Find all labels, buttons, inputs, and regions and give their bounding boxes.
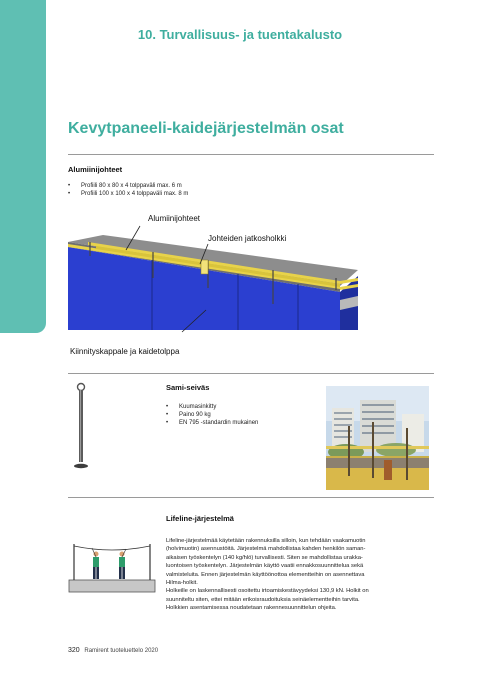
list-item: • EN 795 -standardin mukainen — [166, 419, 258, 427]
list-item: • Profiili 80 x 80 x 4 tolppaväli max. 6 m — [68, 182, 188, 190]
lifeline-description — [166, 537, 438, 613]
list-item: • Kuumasinkitty — [166, 403, 258, 411]
callout-kiinnityskappale: Kiinnityskappale ja kaidetolppa — [70, 347, 180, 356]
text-line: valmisteluita. Ennen järjestelmän käyttöönottoa elementteihin on asennettava — [166, 571, 365, 578]
text-line: suunniteltu siten, ettei mitään erikoisraudoituksia seinäelementteihin tarvita. — [166, 596, 360, 603]
text-line: Holkeille on laskennallisesti osoitettu irtoamiskestävyydeksi 130,9 kN. Holkit on — [166, 588, 369, 595]
divider — [68, 497, 434, 498]
page-number: 320 — [68, 647, 80, 654]
chapter-title: 10. Turvallisuus- ja tuentakalusto — [137, 27, 343, 42]
sami-bullet-list — [166, 403, 258, 427]
callout-alumiinijohteet: Alumiinijohteet — [148, 214, 201, 223]
page-footer — [68, 647, 158, 654]
section-heading-sami-seivas: Sami-seiväs — [166, 383, 210, 392]
callout-jatkosholkki: Johteiden jatkosholkki — [208, 234, 287, 243]
sami-pole-image — [70, 382, 94, 477]
text-line: (holvimuotin) asennustöitä. Järjestelmä mahdollistaa kahden henkilön saman- — [166, 546, 366, 553]
divider — [68, 154, 434, 155]
section-heading-lifeline: Lifeline-järjestelmä — [166, 514, 234, 523]
list-item: • Profiili 100 x 100 x 4 tolppaväli max. 8 m — [68, 190, 188, 198]
text-line: luontoisen työskentelyn. Järjestelmän käyttö vaatii ennakkosuunnittelua sekä — [166, 563, 364, 570]
lifeline-illustration — [68, 540, 156, 594]
section-heading-alumiinijohteet: Alumiinijohteet — [68, 165, 123, 174]
footer-text: Ramirent tuoteluettelo 2020 — [84, 648, 159, 654]
text-line: Lifeline-järjestelmää käytetään rakennuksilla silloin, kun tehdään vaakamuotin — [166, 538, 366, 544]
railing-system-illustration — [68, 208, 438, 368]
construction-site-photo — [326, 386, 429, 490]
side-accent-band — [0, 0, 46, 333]
text-line: Holkkien asentamisessa noudatetaan rakennesuunnittelun ohjeita. — [166, 605, 337, 612]
page-title: Kevytpaneeli-kaidejärjestelmän osat — [68, 120, 344, 137]
text-line: Hilma-holkit. — [166, 580, 198, 587]
list-item: • Paino 90 kg — [166, 411, 258, 419]
alumiinijohteet-bullet-list — [68, 182, 188, 198]
divider — [68, 373, 434, 374]
text-line: aikaisen työskentelyn (140 kg/hlö) turvallisesti. Siten se mahdollistaa urakka- — [166, 554, 363, 561]
